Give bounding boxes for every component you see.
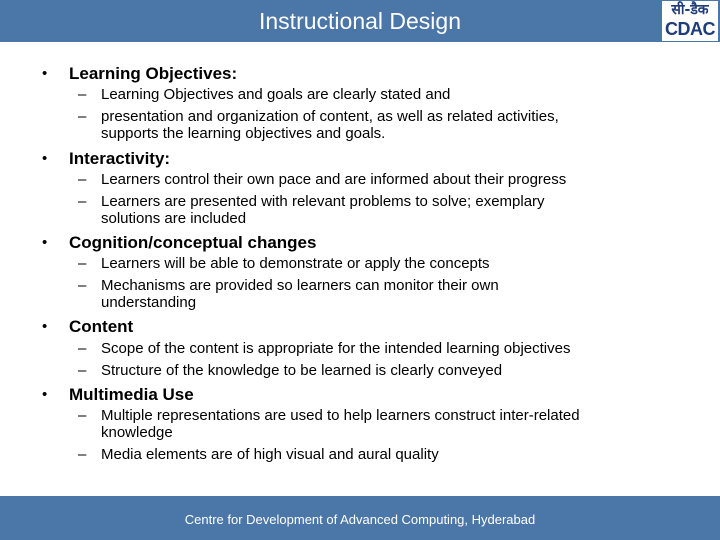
section-heading-row: [0, 384, 720, 406]
footer-text: Centre for Development of Advanced Computing, Hyderabad: [184, 512, 536, 527]
title-bar: [0, 0, 720, 42]
section-heading: Learning Objectives:: [69, 64, 238, 83]
logo-hindi-text: सी-डैक: [671, 2, 709, 18]
sub-item-text: understanding: [101, 294, 197, 311]
section-heading: Multimedia Use: [69, 385, 194, 404]
sub-item-text: presentation and organization of content, as well as related activities,: [101, 108, 559, 125]
dash-icon: –: [78, 446, 87, 463]
section-heading: Cognition/conceptual changes: [69, 233, 317, 252]
sub-item-text: Learning Objectives and goals are clearly stated and: [101, 86, 451, 103]
sub-item-text: Learners are presented with relevant problems to solve; exemplary: [101, 193, 545, 210]
dash-icon: –: [78, 362, 87, 379]
section-heading-row: [0, 316, 720, 338]
section-heading: Interactivity:: [69, 149, 171, 168]
sub-item-text: solutions are included: [101, 210, 247, 227]
section-heading: Content: [69, 317, 134, 336]
bullet-icon: •: [42, 150, 48, 167]
section-heading-row: [0, 63, 720, 85]
dash-icon: –: [78, 86, 87, 103]
dash-icon: –: [78, 340, 87, 357]
dash-icon: –: [78, 108, 87, 125]
bullet-icon: •: [42, 65, 48, 82]
section-heading-row: [0, 148, 720, 170]
dash-icon: –: [78, 255, 87, 272]
bullet-icon: •: [42, 386, 48, 403]
sub-item-text: Learners control their own pace and are informed about their progress: [101, 171, 567, 188]
slide-title: Instructional Design: [259, 8, 461, 34]
sub-item-text: Structure of the knowledge to be learned is clearly conveyed: [101, 362, 503, 379]
cdac-logo: [662, 1, 718, 41]
sub-item-text: knowledge: [101, 424, 173, 441]
dash-icon: –: [78, 193, 87, 210]
sub-item-text: Multiple representations are used to help learners construct inter-related: [101, 407, 580, 424]
bullet-icon: •: [42, 318, 48, 335]
dash-icon: –: [78, 277, 87, 294]
sub-item-text: Mechanisms are provided so learners can monitor their own: [101, 277, 499, 294]
sub-item-text: Media elements are of high visual and aural quality: [101, 446, 439, 463]
section-heading-row: [0, 232, 720, 254]
dash-icon: –: [78, 171, 87, 188]
dash-icon: –: [78, 407, 87, 424]
logo-latin-text: CDAC: [665, 19, 715, 39]
bullet-icon: •: [42, 234, 48, 251]
sub-item-text: supports the learning objectives and goals.: [101, 125, 386, 142]
sub-item-text: Learners will be able to demonstrate or apply the concepts: [101, 255, 490, 272]
sub-item-text: Scope of the content is appropriate for the intended learning objectives: [101, 340, 571, 357]
footer-bar: [0, 496, 720, 540]
